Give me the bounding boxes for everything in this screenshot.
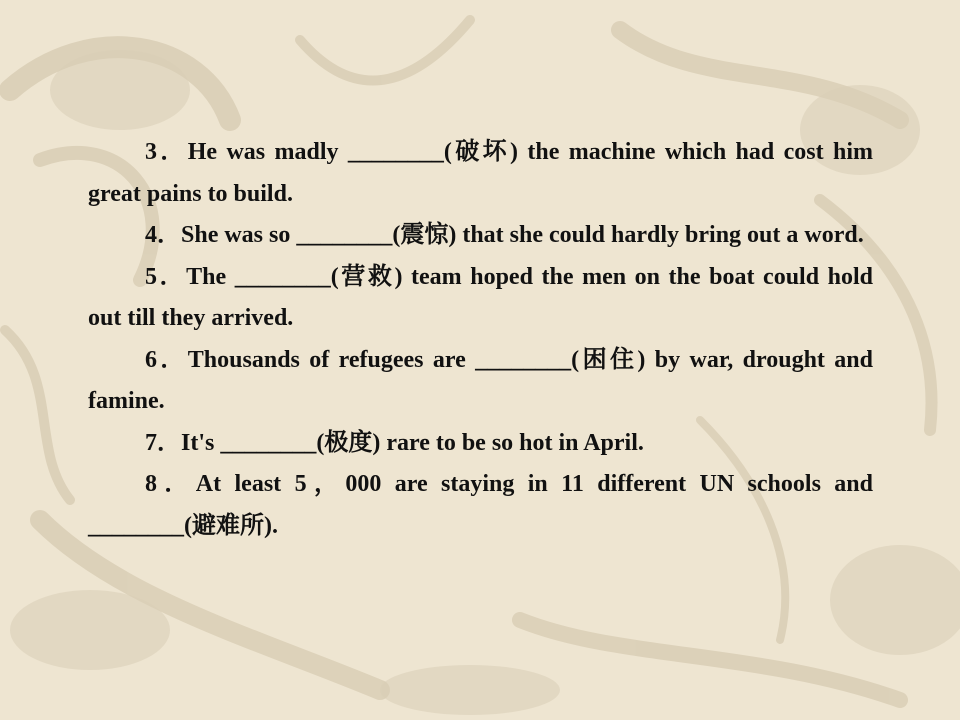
item-text: It's ________(极度) rare to be so hot in April.	[181, 429, 644, 456]
exercise-item-5	[88, 257, 873, 340]
item-text: Thousands of refugees are ________(困住) by war, drought and famine.	[88, 346, 874, 414]
item-number: 6．	[145, 346, 188, 373]
item-text: The ________(营救) team hoped the men on the boat could hold out till they arrived.	[88, 263, 873, 331]
item-text: At least 5，000 are staying in 11 different UN schools and ________(避难所).	[88, 471, 873, 539]
item-number: 5．	[145, 263, 187, 290]
item-number: 7．	[145, 429, 181, 456]
exercise-item-4	[88, 215, 873, 257]
exercise-item-8	[88, 464, 873, 547]
exercise-item-7	[88, 423, 873, 465]
item-number: 8．	[145, 471, 196, 497]
exercise-list	[88, 132, 873, 547]
exercise-item-6	[88, 340, 873, 423]
item-number: 4．	[145, 222, 181, 248]
item-number: 3．	[145, 139, 188, 165]
exercise-item-3	[88, 132, 873, 215]
item-text: She was so ________(震惊) that she could hardly bring out a word.	[181, 222, 864, 248]
item-text: He was madly ________(破坏) the machine which had cost him great pains to build.	[88, 139, 874, 207]
